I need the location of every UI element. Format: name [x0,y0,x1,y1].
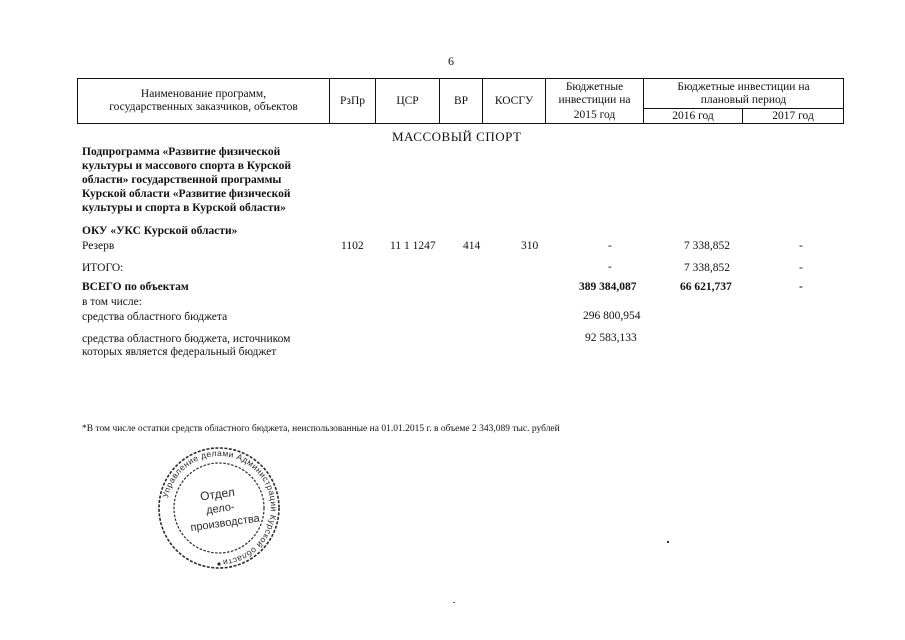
page-number: 6 [448,54,454,68]
seal-center-line1: Отдел [199,484,236,504]
row-all-name: ВСЕГО по объектам [82,281,189,293]
header-col-rzpr: РзПр [330,79,376,124]
row-regional-2015: 296 800,954 [583,310,641,322]
row-reserve-2017: - [799,240,803,252]
header-col-invest-current: Бюджетные инвестиции на [546,79,644,109]
seal-center-line2: дело- [205,500,236,517]
seal-dot [217,562,220,565]
row-all-2015: 389 384,087 [579,281,637,293]
row-regional-name: средства областного бюджета [82,311,228,323]
header-col-invest-plan: Бюджетные инвестиции на плановый период [644,79,844,109]
row-federal-name-line2: которых является федеральный бюджет [82,346,277,358]
seal-center-line3: производства [189,512,261,535]
seal-ring-text: Управление делами Администрации Курской области [160,447,280,568]
row-reserve-name: Резерв [82,240,115,252]
header-year-2016: 2016 год [644,109,743,124]
row-federal-name-line1: средства областного бюджета, источником [82,333,291,345]
section-title: МАССОВЫЙ СПОРТ [392,129,522,144]
row-total-2016: 7 338,852 [684,262,730,274]
footnote: *В том числе остатки средств областного бюджета, неиспользованные на 01.01.2015 г. в объеме 2 343,089 тыс. рублей [82,424,560,434]
row-total-2015: - [608,261,612,273]
row-total-name: ИТОГО: [82,262,124,274]
department-seal [154,443,284,573]
speck-mark [667,541,669,543]
header-col-kosgu: КОСГУ [483,79,546,124]
row-all-2017: - [799,281,803,293]
row-reserve-rzpr: 1102 [341,240,364,252]
row-reserve-kosgu: 310 [521,240,539,252]
row-total-2017: - [799,262,803,274]
row-federal-2015: 92 583,133 [585,332,637,344]
row-reserve-vr: 414 [463,240,481,252]
header-year-2017: 2017 год [743,109,844,124]
row-reserve-2016: 7 338,852 [684,240,730,252]
customer-name: ОКУ «УКС Курской области» [82,225,238,237]
header-col-csr: ЦСР [376,79,440,124]
row-reserve-csr: 11 1 1247 [390,240,436,252]
speck-mark [453,602,455,603]
header-table [77,78,844,124]
header-year-2015: 2015 год [546,109,644,124]
header-col-name: Наименование программ, государственных заказчиков, объектов [78,79,330,124]
row-reserve-2015: - [608,240,612,252]
including-label: в том числе: [82,296,142,308]
subprogram-title: Подпрограмма «Развитие физической культуры и массового спорта в Курской области» государственной программы Курской области «Развитие физической культуры и спорта в Курской области» [82,146,292,214]
row-all-2016: 66 621,737 [680,281,732,293]
header-col-vr: ВР [440,79,483,124]
